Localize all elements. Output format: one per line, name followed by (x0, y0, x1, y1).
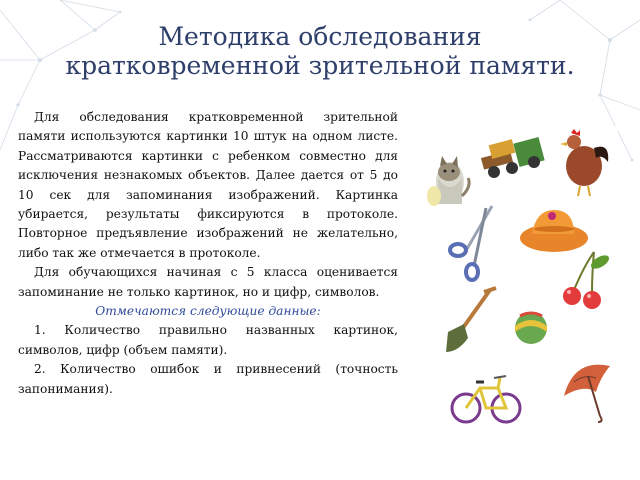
data-item-1: 1. Количество правильно названных картинок, символов, цифр (объем памяти). (18, 323, 398, 357)
slide-body (18, 108, 398, 399)
data-item-2: 2. Количество ошибок и привнесений (точность запонимания). (18, 362, 398, 396)
ball-picture (515, 312, 547, 344)
hat-picture (520, 210, 588, 252)
data-heading: Отмечаются следующие данные: (95, 304, 321, 319)
scissors-picture (450, 206, 492, 280)
paragraph-intro: Для обследования кратковременной зрительной памяти используются картинки 10 штук на одном листе. Рассматриваются картинки с ребенком совместно для исключения незнакомых объектов. Далее дается от 5 до 10 сек для запоминания изображений. Картинка убирается, результаты фиксируются в протоколе. Повторное предъявление изображений не желательно, либо так же отмечается в протоколе. (18, 110, 398, 260)
cat-picture (427, 156, 469, 206)
cherries-picture (563, 252, 611, 309)
truck-picture (481, 137, 545, 178)
umbrella-picture (564, 365, 610, 422)
shovel-picture (446, 288, 496, 352)
bicycle-picture (452, 376, 520, 422)
paragraph-grade5: Для обучающихся начиная с 5 класса оценивается запоминание не только картинок, но и цифр, символов. (18, 265, 398, 299)
hen-picture (560, 129, 608, 196)
slide-title: Методика обследования кратковременной зрительной памяти. (65, 22, 575, 80)
picture-sheet (424, 126, 618, 428)
